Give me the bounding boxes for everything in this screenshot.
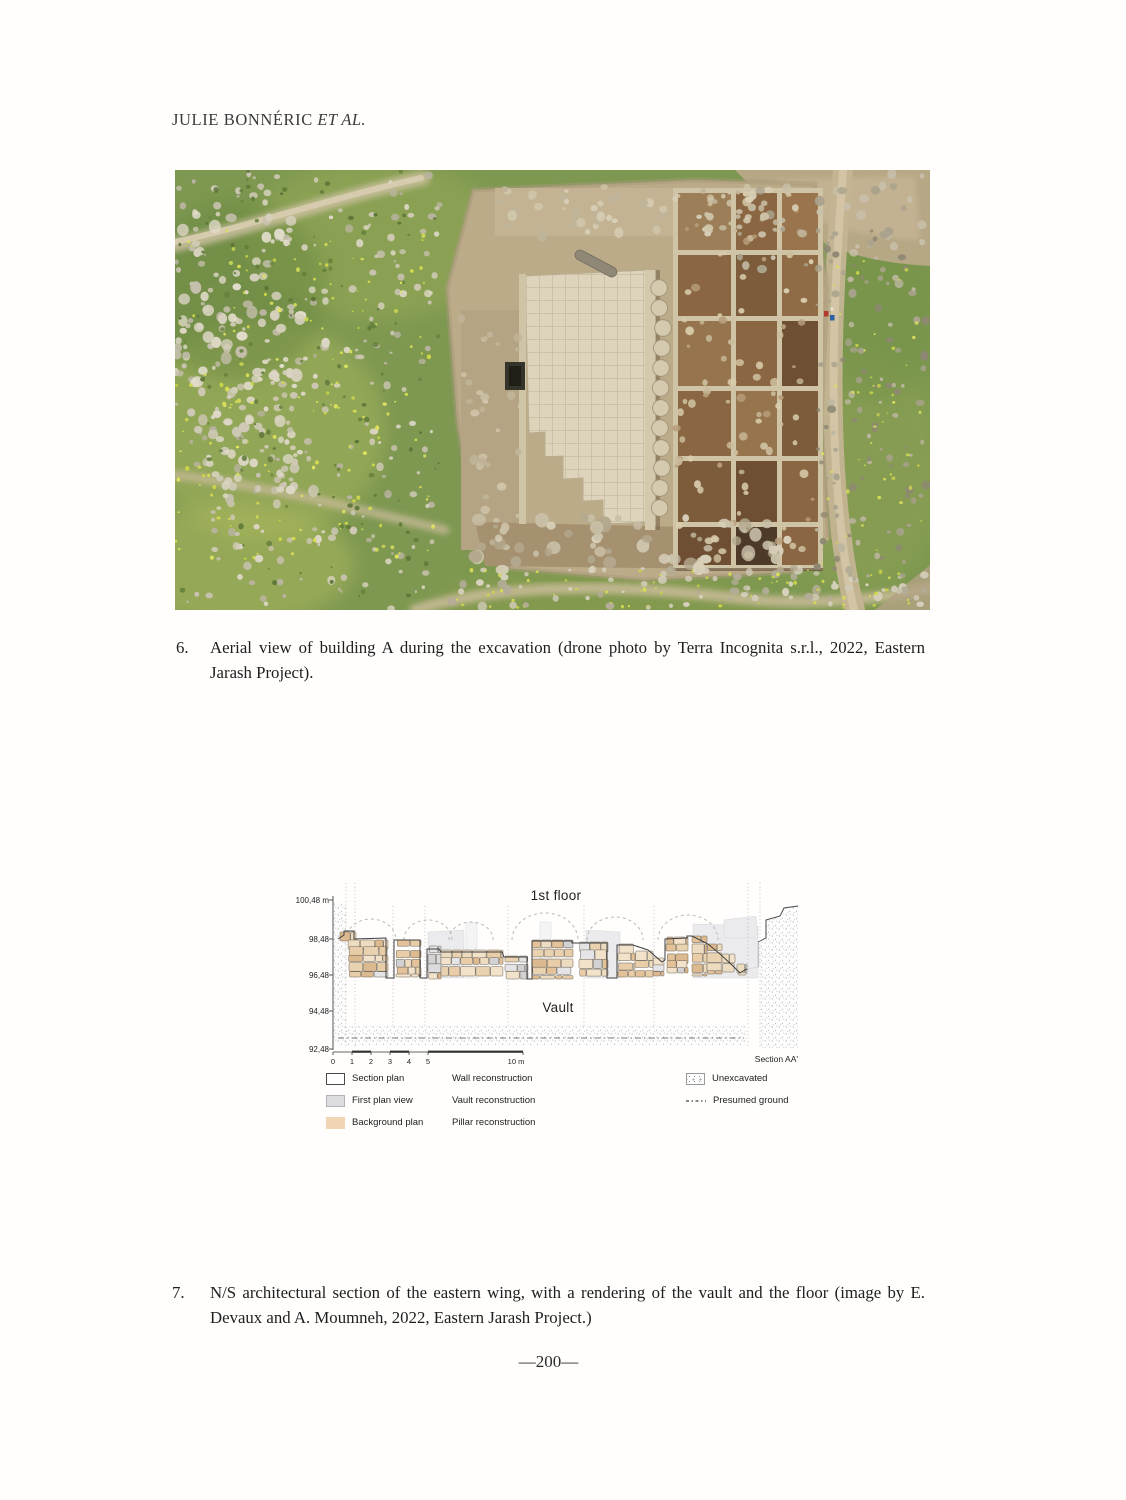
scale-tick-label: 0 <box>330 1057 336 1066</box>
elevation-axis <box>329 896 333 1050</box>
page-number: —200— <box>518 1352 579 1371</box>
scale-bar <box>333 1051 523 1055</box>
presumed-ground-swatch <box>686 1100 706 1102</box>
figure7-caption <box>172 1281 925 1330</box>
elevation-label: 94,48 <box>308 1007 329 1016</box>
figure6-caption <box>176 636 925 685</box>
unexcavated-swatch <box>686 1073 705 1085</box>
section-figure <box>288 878 803 1073</box>
running-head <box>172 110 366 130</box>
scale-tick-label: 3 <box>387 1057 393 1066</box>
figure6-caption-text: Aerial view of building A during the excavation (drone photo by Terra Incognita s.r.l., 2022, Eastern Jarash Project). <box>210 638 925 682</box>
legend-item <box>326 1116 423 1129</box>
elevation-label: 92,48 <box>308 1045 329 1054</box>
legend-item <box>452 1116 535 1129</box>
legend-label: Vault reconstruction <box>452 1095 536 1106</box>
legend-label: Pillar reconstruction <box>452 1117 536 1128</box>
background-plan-swatch <box>326 1117 345 1129</box>
legend-label: Section plan <box>352 1073 405 1084</box>
elevation-label: 100,48 m <box>295 896 329 905</box>
legend-column-reconstructions <box>452 1072 535 1138</box>
first-floor-label: 1st floor <box>530 888 582 903</box>
section-plan-swatch <box>326 1073 345 1085</box>
vault-reconstruction-arches <box>346 913 718 940</box>
legend-column-plans <box>326 1072 423 1138</box>
scale-tick-label: 5 <box>425 1057 431 1066</box>
figure7-caption-text: N/S architectural section of the eastern wing, with a rendering of the vault and the floor (image by E. Devaux and A. Moumneh, 2022, Eastern Jarash Project.) <box>210 1283 925 1327</box>
legend-label: Presumed ground <box>713 1095 789 1106</box>
legend-label: First plan view <box>352 1095 413 1106</box>
legend-item <box>326 1094 423 1107</box>
section-legend <box>288 1072 803 1142</box>
section-drawing <box>288 878 803 1073</box>
scale-tick-label: 4 <box>406 1057 412 1066</box>
legend-column-ground <box>686 1072 789 1116</box>
legend-item <box>686 1094 789 1107</box>
legend-label: Background plan <box>352 1117 424 1128</box>
section-name-label: Section AA' <box>754 1054 798 1064</box>
legend-item <box>686 1072 789 1085</box>
scale-tick-label: 2 <box>368 1057 374 1066</box>
running-head-etal: ET AL. <box>312 110 366 129</box>
figure6-caption-number: 6. <box>176 638 189 657</box>
elevation-label: 98,48 <box>308 935 329 944</box>
scale-end-label: 10 m <box>507 1057 525 1066</box>
aerial-photo-figure <box>175 170 930 610</box>
west-dig-zone <box>461 310 521 550</box>
aerial-photo <box>175 170 930 610</box>
vault-label: Vault <box>542 1000 574 1015</box>
legend-label: Unexcavated <box>712 1073 768 1084</box>
elevation-label: 96,48 <box>308 971 329 980</box>
first-plan-view-swatch <box>326 1095 345 1107</box>
legend-label: Wall reconstruction <box>452 1073 533 1084</box>
figure7-caption-number: 7. <box>172 1283 185 1302</box>
running-head-authors: JULIE BONNÉRIC <box>172 110 313 129</box>
legend-item <box>326 1072 423 1085</box>
scale-tick-label: 1 <box>349 1057 355 1066</box>
legend-item <box>452 1072 535 1085</box>
legend-item <box>452 1094 535 1107</box>
